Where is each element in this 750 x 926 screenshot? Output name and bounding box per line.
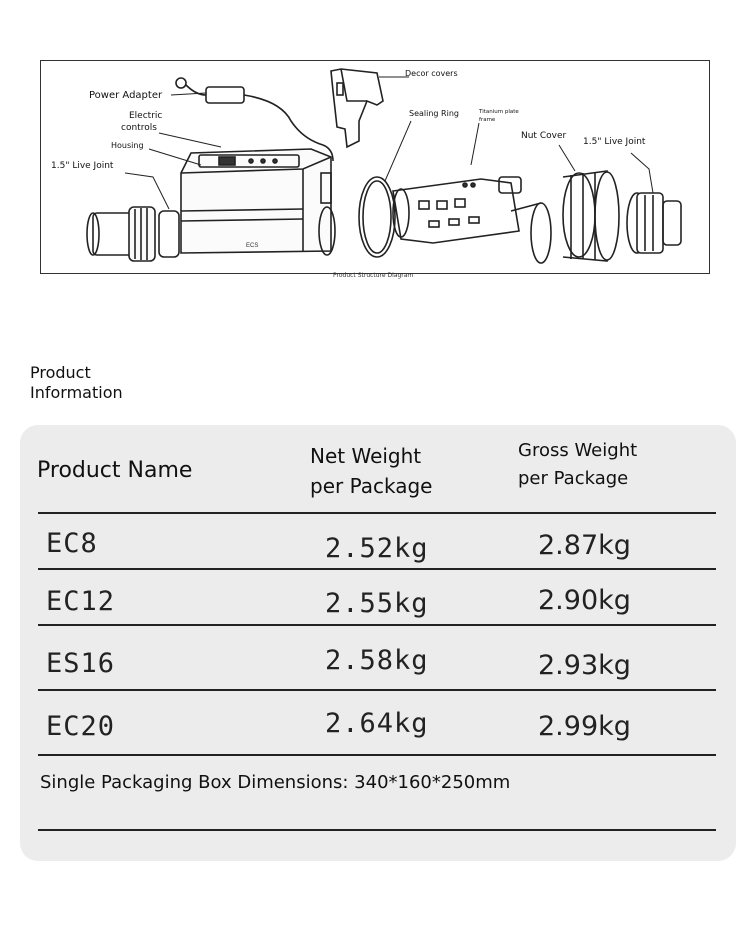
table-rule: [38, 568, 716, 570]
product-structure-diagram: [40, 60, 710, 274]
header-net-weight: [310, 441, 432, 501]
header-product-name: Product Name: [37, 458, 193, 483]
right-live-joint-drawing: [627, 193, 681, 253]
header-gross-weight-line1: Gross Weight: [518, 440, 638, 461]
cell-net-weight: 2.55kg: [325, 588, 429, 619]
label-power-adapter: Power Adapter: [89, 90, 163, 101]
label-nut-cover: Nut Cover: [521, 131, 567, 141]
table-rule: [38, 624, 716, 626]
diagram-caption: Product Structure Diagram: [333, 272, 414, 279]
label-decor-covers: Decor covers: [405, 69, 458, 78]
cell-net-weight: 2.52kg: [325, 533, 429, 564]
header-net-weight-line2: per Package: [310, 474, 433, 498]
header-gross-weight-line2: per Package: [518, 468, 629, 489]
nut-cover-drawing: [563, 171, 619, 261]
cell-net-weight: 2.58kg: [325, 645, 429, 676]
cell-net-weight: 2.64kg: [325, 708, 429, 739]
header-gross-weight: [518, 437, 637, 493]
titanium-plate-frame-drawing: [393, 177, 551, 263]
cell-product-name: EC8: [46, 528, 98, 559]
table-rule: [38, 512, 716, 514]
svg-text:ECS: ECS: [246, 243, 259, 249]
decor-cover-drawing: [331, 69, 383, 147]
header-net-weight-line1: Net Weight: [310, 444, 422, 468]
cell-gross-weight: 2.87kg: [538, 530, 631, 561]
label-titanium-plate-1: Titanium plate: [479, 109, 519, 115]
housing-drawing: [181, 149, 335, 255]
packaging-dimensions: Single Packaging Box Dimensions: 340*160*250mm: [40, 772, 511, 793]
cell-gross-weight: 2.99kg: [538, 711, 631, 742]
cell-gross-weight: 2.93kg: [538, 650, 631, 681]
label-titanium-plate-2: frame: [479, 117, 496, 123]
product-information-title-line1: Product: [30, 363, 91, 382]
label-live-joint-right: 1.5" Live Joint: [583, 137, 646, 147]
table-rule: [38, 689, 716, 691]
sealing-ring-drawing: [359, 177, 395, 257]
table-rule: [38, 829, 716, 831]
label-electric-controls-1: Electric: [129, 111, 163, 121]
label-electric-controls-2: controls: [121, 123, 157, 133]
cell-product-name: ES16: [46, 648, 116, 679]
left-live-joint-drawing: [87, 207, 179, 261]
product-information-title: [30, 363, 123, 403]
label-housing: Housing: [111, 141, 144, 150]
cell-gross-weight: 2.90kg: [538, 585, 631, 616]
cell-product-name: EC20: [46, 711, 116, 742]
label-live-joint-left: 1.5" Live Joint: [51, 161, 114, 171]
cell-product-name: EC12: [46, 586, 116, 617]
table-rule: [38, 754, 716, 756]
label-sealing-ring: Sealing Ring: [409, 109, 459, 118]
product-information-title-line2: Information: [30, 383, 123, 402]
